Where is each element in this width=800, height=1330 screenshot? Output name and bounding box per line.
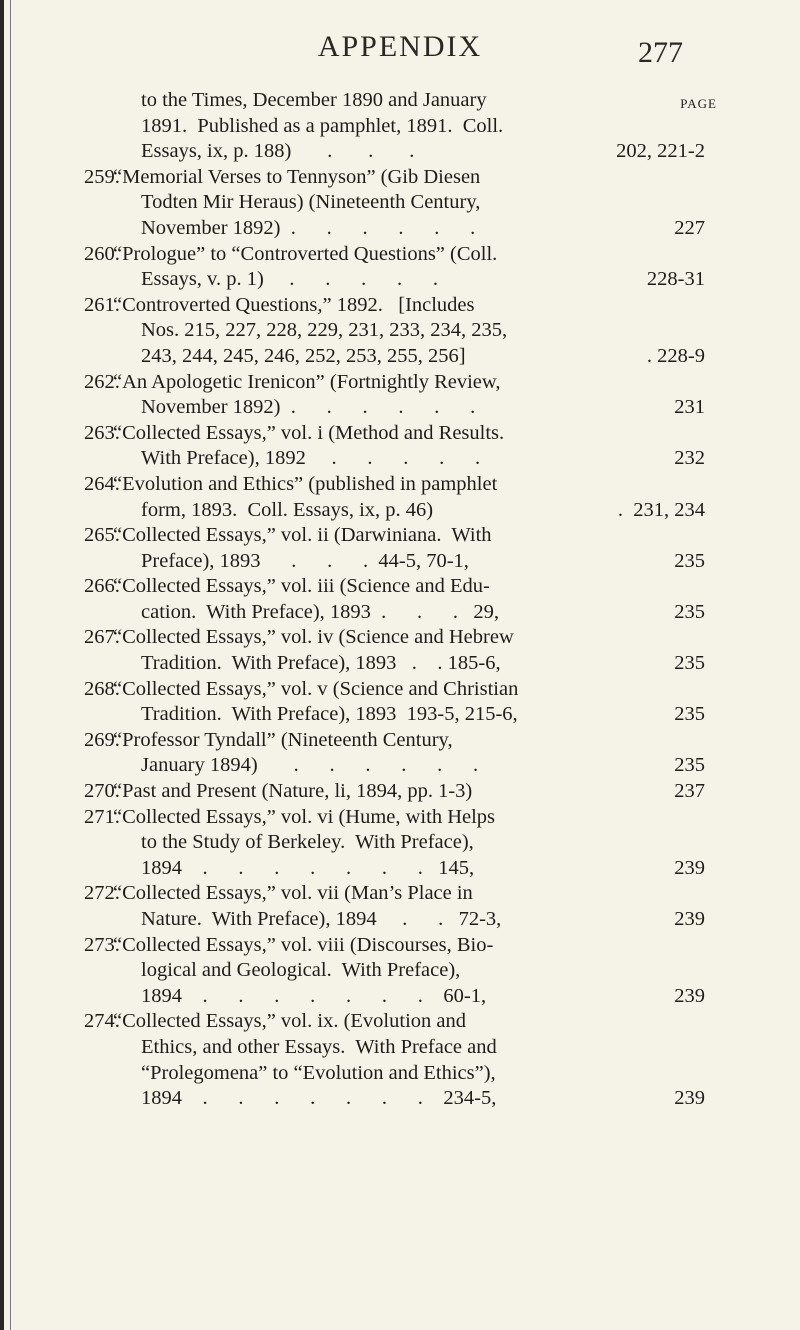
entry-text: “Collected Essays,” vol. ii (Darwiniana. With: [113, 524, 492, 547]
list-item: [0, 165, 800, 242]
entry-line: [0, 395, 800, 421]
entry-line: [0, 677, 800, 703]
entry-number: 271.: [84, 805, 120, 828]
entry-text: “Controverted Questions,” 1892. [Includes: [113, 293, 475, 316]
entry-line: [0, 523, 800, 549]
entry-line: [0, 1061, 800, 1087]
entry-text: “Collected Essays,” vol. ix. (Evolution and: [113, 1010, 466, 1033]
list-item: [0, 574, 800, 625]
entry-text: to the Times, December 1890 and January: [141, 89, 487, 111]
list-item: [0, 242, 800, 293]
entry-number: 261.: [84, 293, 120, 316]
running-head-title: APPENDIX: [317, 30, 483, 63]
entry-text: Ethics, and other Essays. With Preface and: [141, 1035, 497, 1058]
list-item: [0, 293, 800, 370]
entry-line: [0, 216, 800, 242]
entry-line: [0, 267, 800, 293]
entry-line: [0, 446, 800, 472]
list-item: [0, 933, 800, 1010]
entry-pages: 235: [674, 600, 705, 623]
entry-text: “Collected Essays,” vol. iii (Science and Edu-: [113, 575, 490, 598]
entry-text: “Collected Essays,” vol. vii (Man’s Place in: [113, 882, 473, 905]
entry-line: [0, 1035, 800, 1061]
entry-text: cation. With Preface), 1893 . . . 29,: [141, 600, 500, 623]
entry-text: “Collected Essays,” vol. v (Science and Christian: [113, 677, 519, 700]
entry-text: 1891. Published as a pamphlet, 1891. Coll.: [141, 114, 504, 137]
list-item: [0, 805, 800, 882]
entry-text: 1894 . . . . . . . 234-5,: [141, 1087, 497, 1110]
continuation-entry: [0, 88, 800, 165]
entry-line: [0, 1009, 800, 1035]
entry-line: [0, 318, 800, 344]
entry-text: “An Apologetic Irenicon” (Fortnightly Review,: [113, 370, 501, 393]
list-item: [0, 472, 800, 523]
entry-line: [0, 805, 800, 831]
entry-line: [0, 907, 800, 933]
entry-pages: 202, 221-2: [616, 140, 705, 163]
entry-text: 243, 244, 245, 246, 252, 253, 255, 256]: [141, 344, 466, 367]
entry-text: 1894 . . . . . . . 60-1,: [141, 984, 487, 1007]
entry-pages: 239: [674, 856, 705, 879]
entry-line: [0, 600, 800, 626]
entry-line: [0, 370, 800, 396]
entry-text: “Collected Essays,” vol. vi (Hume, with Helps: [113, 805, 496, 828]
entry-text: Preface), 1893 . . . 44-5, 70-1,: [141, 549, 469, 572]
entry-line: [0, 625, 800, 651]
entry-pages: 239: [674, 984, 705, 1007]
entry-line: [0, 830, 800, 856]
entry-pages: 235: [674, 703, 705, 726]
entry-number: 269.: [84, 728, 120, 751]
entry-text: “Past and Present (Nature, li, 1894, pp. 1-3): [113, 780, 473, 803]
entry-number: 262.: [84, 370, 120, 393]
entry-line: [0, 881, 800, 907]
entry-pages: . 231, 234: [617, 498, 705, 521]
entry-number: 274.: [84, 1010, 120, 1033]
entry-text: Todten Mir Heraus) (Nineteenth Century,: [141, 191, 481, 214]
entry-line: [0, 472, 800, 498]
entry-text: Nature. With Preface), 1894 . . 72-3,: [141, 908, 502, 930]
entry-text: “Professor Tyndall” (Nineteenth Century,: [113, 728, 453, 751]
entry-line: [0, 933, 800, 959]
entry-pages: 235: [674, 754, 705, 777]
entry-line: [0, 753, 800, 779]
entry-number: 272.: [84, 882, 120, 905]
entry-line: [0, 702, 800, 728]
entry-text: logical and Geological. With Preface),: [141, 959, 461, 982]
entry-text: With Preface), 1892 . . . . .: [141, 447, 481, 470]
entry-number: 270.: [84, 780, 120, 803]
entry-text: to the Study of Berkeley. With Preface),: [141, 831, 474, 854]
entry-number: 267.: [84, 626, 120, 649]
entry-line: [0, 421, 800, 447]
list-item: [0, 523, 800, 574]
entry-line: [0, 574, 800, 600]
entry-pages: 235: [674, 549, 705, 572]
list-item: [0, 728, 800, 779]
list-item: [0, 421, 800, 472]
entry-number: 265.: [84, 524, 120, 547]
entry-pages: 227: [674, 216, 705, 239]
entry-number: 273.: [84, 933, 120, 956]
entry-line: [0, 549, 800, 575]
entry-line: [0, 344, 800, 370]
entry-line: [0, 498, 800, 524]
entry-text: Nos. 215, 227, 228, 229, 231, 233, 234, 235,: [141, 319, 508, 342]
entry-number: 259.: [84, 165, 120, 188]
entry-pages: 239: [674, 1087, 705, 1110]
list-item: [0, 625, 800, 676]
entry-number: 263.: [84, 421, 120, 444]
entry-text: form, 1893. Coll. Essays, ix, p. 46): [141, 498, 434, 521]
entry-text: “Collected Essays,” vol. iv (Science and Hebrew: [113, 626, 514, 649]
entry-text: “Prologue” to “Controverted Questions” (Coll.: [113, 242, 498, 265]
entry-number: 260.: [84, 242, 120, 265]
entry-line: [0, 651, 800, 677]
entry-number: 268.: [84, 677, 120, 700]
entry-text: November 1892) . . . . . .: [141, 216, 476, 239]
entry-line: [0, 242, 800, 268]
entry-line: [0, 139, 800, 165]
entry-text: Tradition. With Preface), 1893 . . 185-6,: [141, 652, 501, 675]
page-number: 277: [638, 36, 683, 69]
entry-text: 1894 . . . . . . . 145,: [141, 856, 475, 879]
entry-line: [0, 958, 800, 984]
entry-text: “Collected Essays,” vol. i (Method and Results.: [113, 421, 505, 444]
entry-line: [0, 779, 800, 805]
page-header: [0, 30, 800, 70]
list-item: [0, 677, 800, 728]
list-item: [0, 779, 800, 805]
list-item: [0, 1009, 800, 1111]
entry-number: 264.: [84, 472, 120, 495]
appendix-list: [0, 88, 800, 1112]
entry-text: November 1892) . . . . . .: [141, 396, 476, 419]
entry-pages: 235: [674, 652, 705, 675]
entry-pages: . 228-9: [646, 344, 705, 367]
entry-pages: 231: [674, 396, 705, 419]
entry-text: “Prolegomena” to “Evolution and Ethics”),: [141, 1061, 496, 1084]
entry-text: Tradition. With Preface), 1893 193-5, 215-6,: [141, 703, 518, 726]
entry-pages: 239: [674, 908, 705, 930]
entry-line: [0, 728, 800, 754]
entry-line: [0, 856, 800, 882]
entry-line: [0, 114, 800, 140]
entry-line: [0, 88, 800, 114]
entry-text: Essays, v. p. 1) . . . . .: [141, 268, 439, 291]
entry-text: “Collected Essays,” vol. viii (Discourses, Bio-: [113, 933, 494, 956]
entry-pages: 237: [674, 780, 705, 803]
entry-line: [0, 1086, 800, 1112]
list-item: [0, 370, 800, 421]
entry-line: [0, 984, 800, 1010]
entry-number: 266.: [84, 575, 120, 598]
entry-pages: 228-31: [646, 268, 705, 291]
entry-line: [0, 190, 800, 216]
entry-text: Essays, ix, p. 188) . . .: [141, 140, 415, 163]
entry-line: [0, 165, 800, 191]
entry-text: “Memorial Verses to Tennyson” (Gib Diesen: [113, 165, 481, 188]
entry-pages: 232: [674, 447, 705, 470]
entry-line: [0, 293, 800, 319]
entry-text: January 1894) . . . . . .: [141, 754, 479, 777]
entry-text: “Evolution and Ethics” (published in pamphlet: [113, 472, 498, 495]
list-item: [0, 881, 800, 932]
page-column-label: PAGE: [680, 96, 717, 111]
